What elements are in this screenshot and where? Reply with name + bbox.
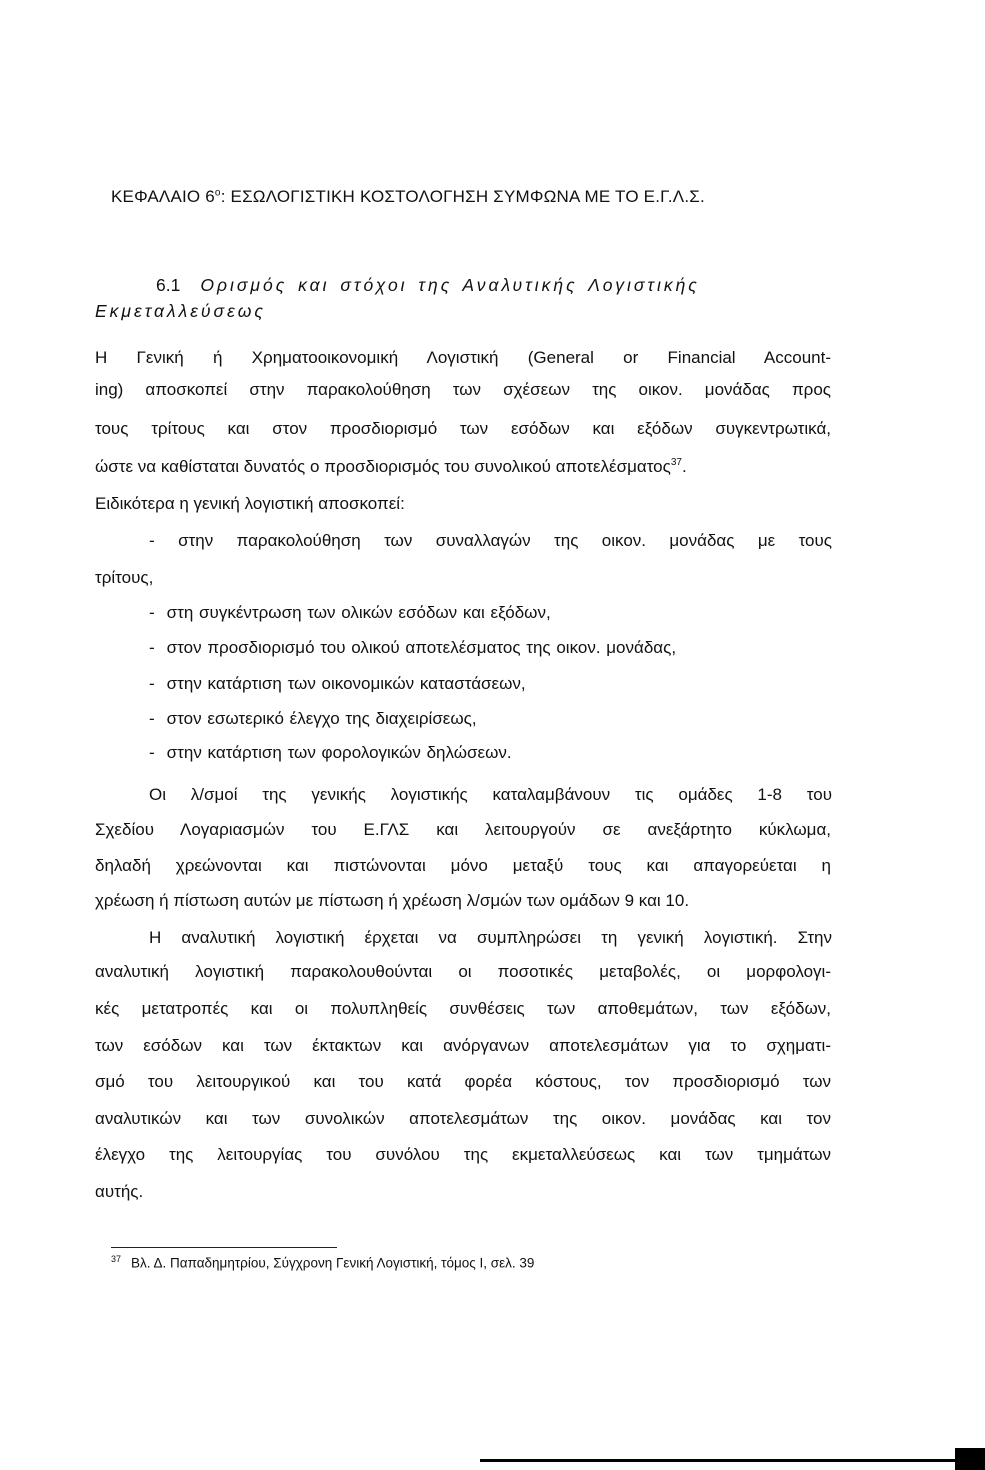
list-item-continuation: τρίτους, <box>95 568 154 587</box>
list-item: - στον εσωτερικό έλεγχο της διαχειρίσεως, <box>149 709 477 728</box>
paragraph-line: αναλυτικών και των συνολικών αποτελεσμάτων της οικον. μονάδας και τον <box>95 1109 831 1128</box>
paragraph-line: Η αναλυτική λογιστική έρχεται να συμπληρώσει τη γενική λογιστική. Στην <box>149 928 832 947</box>
footnote <box>111 1254 534 1271</box>
section-heading <box>95 272 840 324</box>
paragraph-line: ing) αποσκοπεί στην παρακολούθηση των σχέσεων της οικον. μονάδας προς <box>95 380 831 399</box>
paragraph-line: Οι λ/σμοί της γενικής λογιστικής καταλαμβάνουν τις ομάδες 1-8 του <box>149 785 832 804</box>
list-item: - στον προσδιορισμό του ολικού αποτελέσματος της οικον. μονάδας, <box>149 638 677 657</box>
footnote-text: Βλ. Δ. Παπαδημητρίου, Σύγχρονη Γενική Λογιστική, τόμος Ι, σελ. 39 <box>131 1255 535 1271</box>
paragraph-line: Η Γενική ή Χρηματοοικονομική Λογιστική (General or Financial Account- <box>95 348 831 367</box>
list-item: - στην παρακολούθηση των συναλλαγών της οικον. μονάδας με τους <box>149 531 832 550</box>
paragraph-line: ώστε να καθίσταται δυνατός ο προσδιορισμός του συνολικού αποτελέσματος$^{37}$. <box>95 457 687 476</box>
paragraph-line: χρέωση ή πίστωση αυτών με πίστωση ή χρέωση λ/σμών των ομάδων 9 και 10. <box>95 891 690 910</box>
paragraph-line: Ειδικότερα η γενική λογιστική αποσκοπεί: <box>95 494 405 513</box>
list-item: - στην κατάρτιση των οικονομικών καταστάσεων, <box>149 674 526 693</box>
list-item: - στην κατάρτιση των φορολογικών δηλώσεων. <box>149 743 512 762</box>
section-number: 6.1 <box>156 275 181 295</box>
paragraph-line: αυτής. <box>95 1182 144 1201</box>
paragraph-line: δηλαδή χρεώνονται και πιστώνονται μόνο μεταξύ τους και απαγορεύεται η <box>95 856 831 875</box>
paragraph-line: των εσόδων και των έκτακτων και ανόργανων αποτελεσμάτων για το σχηματι- <box>95 1036 831 1055</box>
footnote-divider <box>111 1247 337 1248</box>
paragraph-line: αναλυτική λογιστική παρακολουθούνται οι ποσοτικές μεταβολές, οι μορφολογι- <box>95 962 831 981</box>
paragraph-line: κές μετατροπές και οι πολυπληθείς συνθέσεις των αποθεμάτων, των εξόδων, <box>95 999 831 1018</box>
paragraph-line: έλεγχο της λειτουργίας του συνόλου της εκμεταλλεύσεως και των τμημάτων <box>95 1145 831 1164</box>
paragraph-line: τους τρίτους και στον προσδιορισμό των εσόδων και εξόδων συγκεντρωτικά, <box>95 419 831 438</box>
paragraph-line: σμό του λειτουργικού και του κατά φορέα κόστους, τον προσδιορισμό των <box>95 1072 831 1091</box>
scan-corner-mark <box>955 1448 985 1470</box>
section-title: Ορισμός και στόχοι της Αναλυτικής Λογιστικής Εκμεταλλεύσεως <box>95 275 700 321</box>
scan-edge-mark <box>480 1459 985 1462</box>
chapter-title: ΚΕΦΑΛΑΙΟ $6^o$: ΕΣΩΛΟΓΙΣΤΙΚΗ ΚΟΣΤΟΛΟΓΗΣΗ ΣΥΜΦΩΝΑ ΜΕ ΤΟ Ε.Γ.Λ.Σ. <box>111 187 705 206</box>
list-item: - στη συγκέντρωση των ολικών εσόδων και εξόδων, <box>149 603 551 622</box>
footnote-number: 37 <box>111 1254 122 1264</box>
paragraph-line: Σχεδίου Λογαριασμών του Ε.ΓΛΣ και λειτουργούν σε ανεξάρτητο κύκλωμα, <box>95 820 831 839</box>
footnote-reference: 37 <box>670 457 682 468</box>
